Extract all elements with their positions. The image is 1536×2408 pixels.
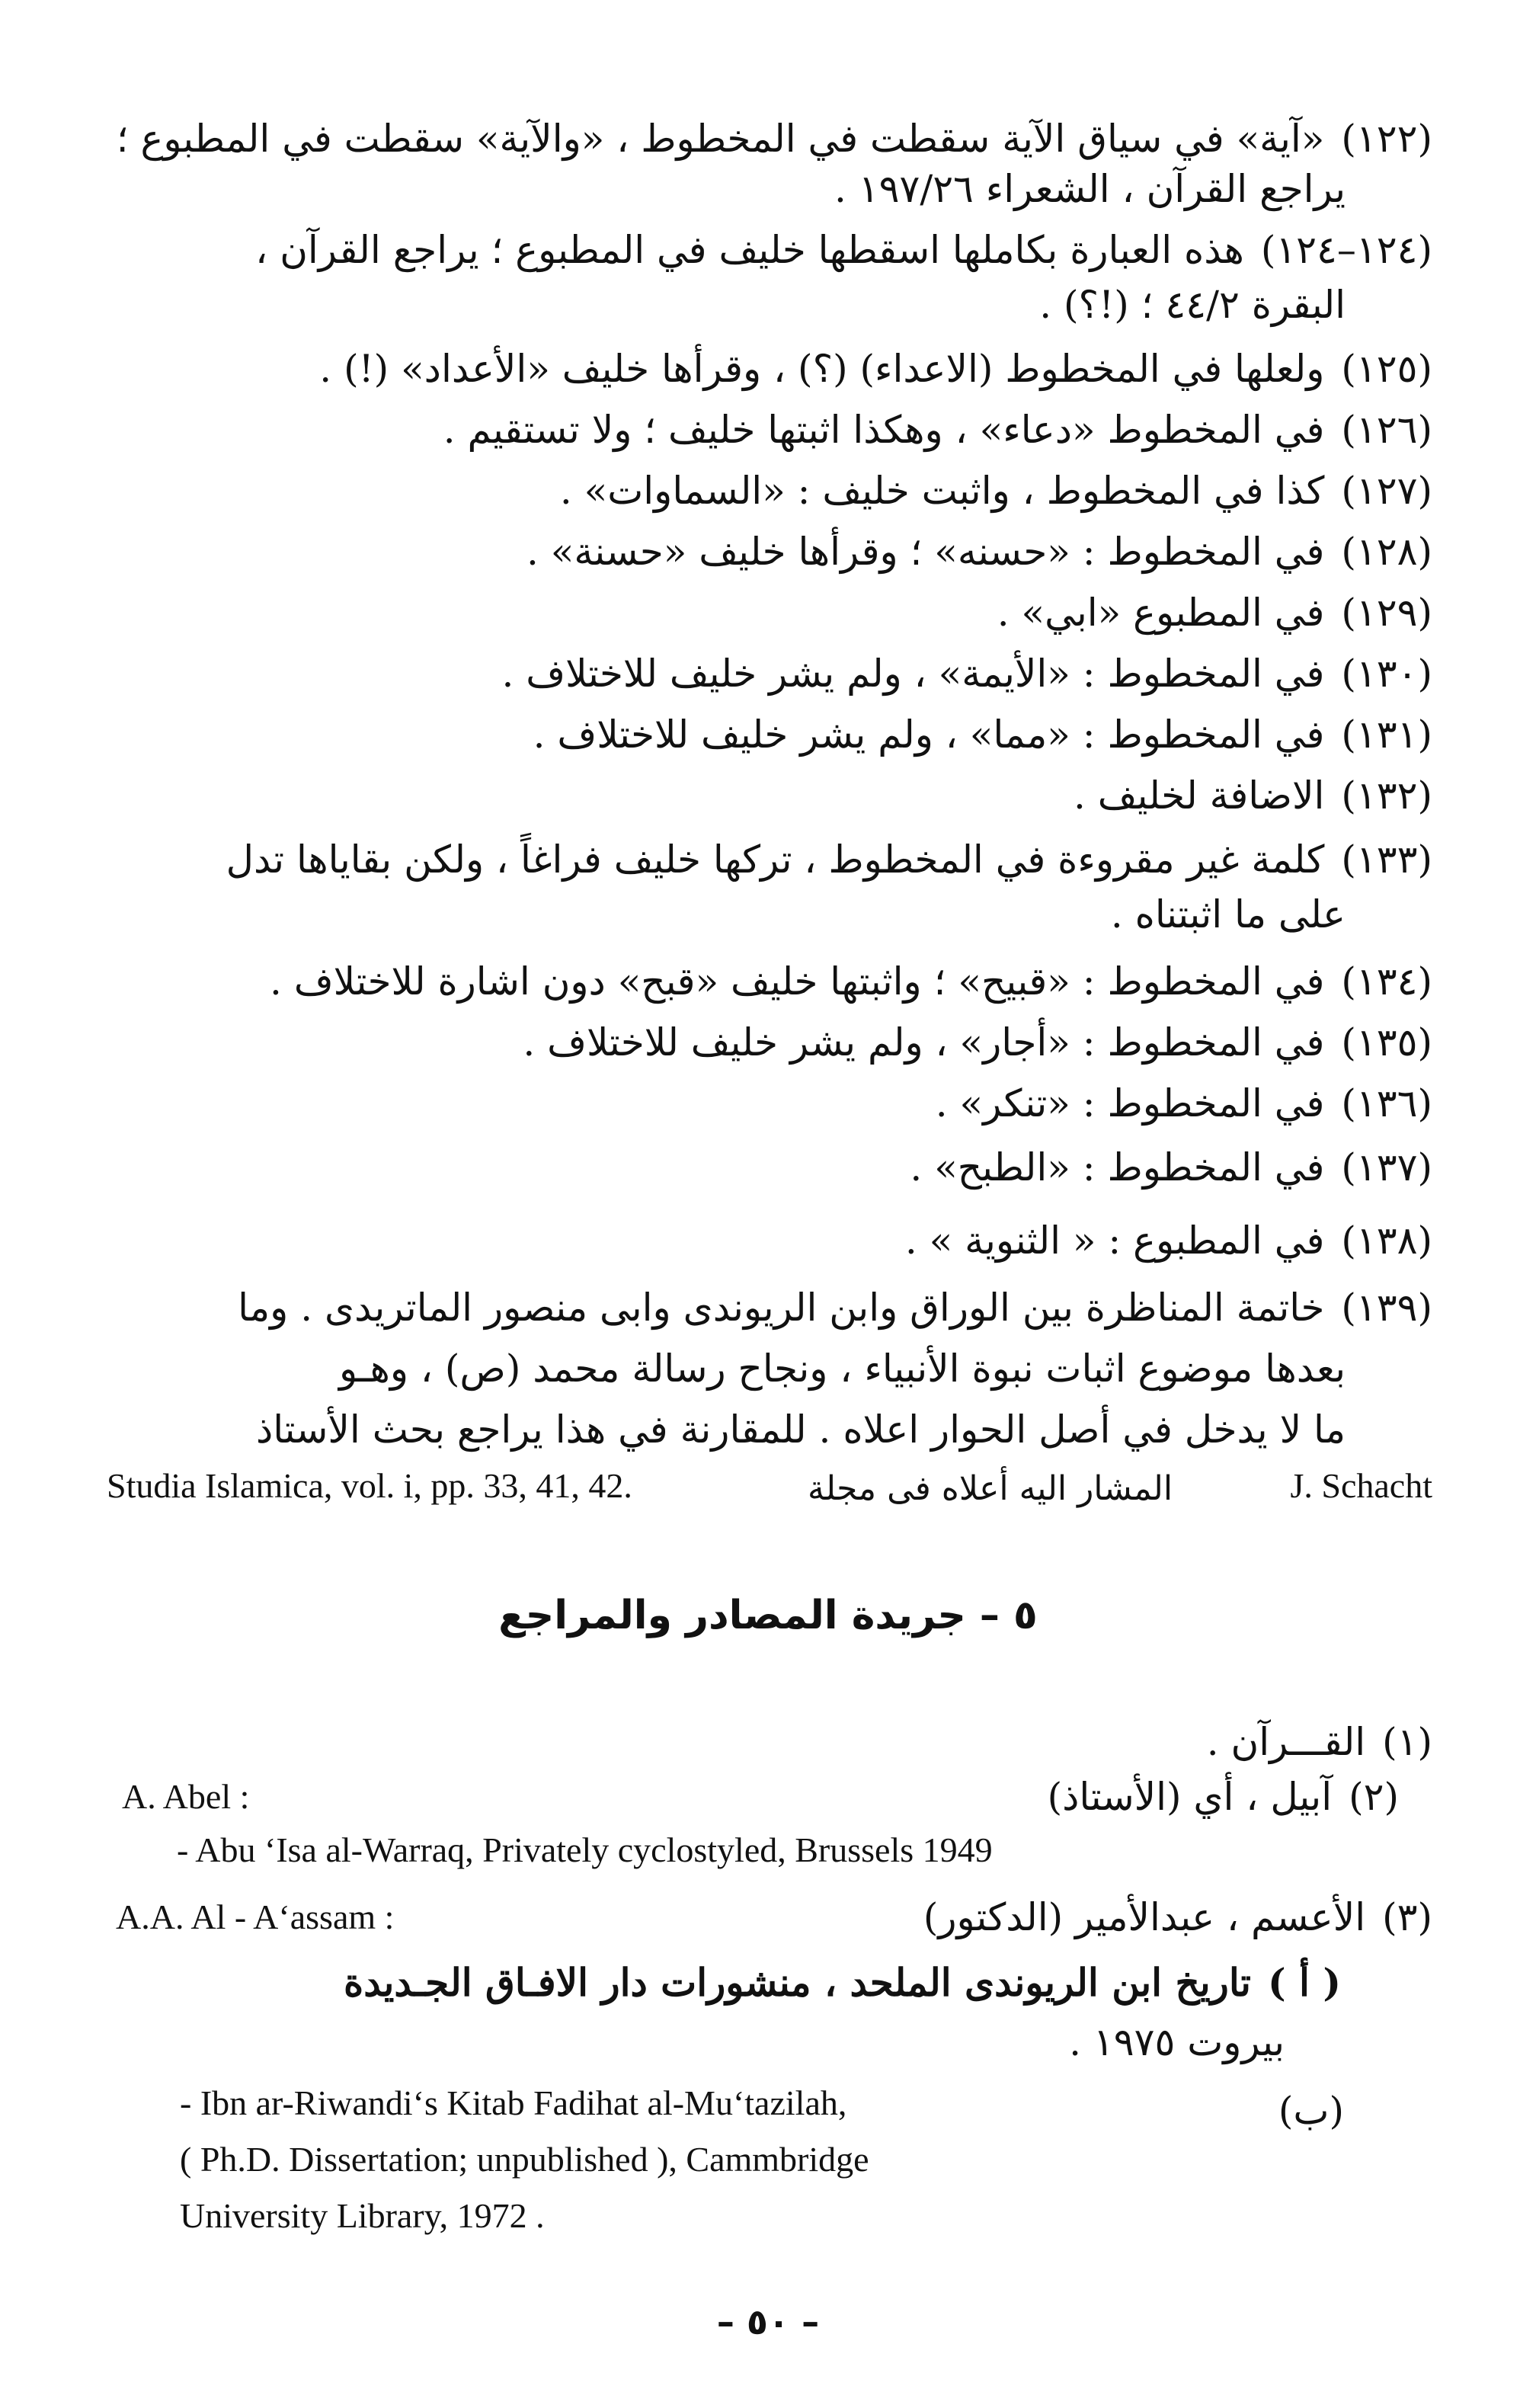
schacht-journal: Studia Islamica, vol. i, pp. 33, 41, 42.: [107, 1466, 632, 1505]
note-139-line-3: ما لا يدخل في أصل الحوار اعلاه . للمقارنة في هذا يراجع بحث الأستاذ: [255, 1407, 1346, 1452]
note-text: ولعلها في المخطوط (الاعداء) (؟) ، وقرأها خليف «الأعداد» (!) .: [319, 347, 1325, 391]
note-text: في المخطوط «دعاء» ، وهكذا اثبتها خليف ؛ ولا تستقيم .: [443, 408, 1325, 452]
note-number: (١٣٦): [1341, 1081, 1432, 1126]
note-135: [523, 1018, 1432, 1067]
note-text: «آية» في سياق الآية سقطت في المخطوط ، «والآية» سقطت في المطبوع ؛: [116, 117, 1325, 161]
ref-number: ( أ ): [1267, 1960, 1341, 2005]
note-number: (١٣٧): [1341, 1145, 1432, 1190]
ref-3b-line-1: - Ibn ar-Riwandi‘s Kitab Fadihat al-Mu‘tazilah,: [180, 2083, 847, 2122]
note-text: في المخطوط : «قبيح» ؛ واثبتها خليف «قبح» دون اشارة للاختلاف .: [270, 959, 1325, 1004]
note-128: [526, 527, 1432, 576]
note-text: في المطبوع : « الثنوية » .: [904, 1218, 1325, 1263]
note-122-line-1: [117, 114, 1432, 163]
note-number: (١٣٣): [1341, 837, 1432, 882]
ref-3b-number: (ب): [1278, 2089, 1344, 2133]
note-number: (١٢٧): [1341, 469, 1432, 513]
ref-text: القـــرآن .: [1206, 1720, 1366, 1764]
note-text: كلمة غير مقروءة في المخطوط ، تركها خليف فراغاً ، ولكن بقاياها تدل: [226, 837, 1325, 882]
note-133-line-2: على ما اثبتناه .: [1110, 892, 1346, 937]
note-number: (١٢٦): [1341, 408, 1432, 452]
schacht-author: J. Schacht: [1290, 1466, 1432, 1505]
note-text: خاتمة المناظرة بين الوراق وابن الريوندى وابى منصور الماتريدى . وما: [238, 1286, 1325, 1330]
ref-number: (٢): [1349, 1775, 1399, 1819]
note-number: (١٣٢): [1341, 773, 1432, 818]
ref-2-latin-name: A. Abel :: [122, 1777, 250, 1816]
note-number: (١٣٤): [1341, 959, 1432, 1004]
page-number: – ٥٠ –: [716, 2301, 820, 2342]
ref-text: تاريخ ابن الريوندى الملحد ، منشورات دار الافـاق الجـديدة: [344, 1960, 1251, 2005]
note-126: [443, 405, 1432, 454]
note-139-line-2: بعدها موضوع اثبات نبوة الأنبياء ، ونجاح رسالة محمد (ص) ، وهـو: [338, 1346, 1346, 1391]
note-text: الاضافة لخليف .: [1073, 773, 1325, 818]
note-125: [319, 344, 1432, 393]
note-number: (١٣٨): [1341, 1218, 1432, 1263]
ref-3a-line-2: بيروت ١٩٧٥ .: [1069, 2020, 1285, 2064]
note-138: [905, 1216, 1432, 1265]
ref-3a-line-1: [344, 1958, 1341, 2007]
note-122-line-2: يراجع القرآن ، الشعراء ١٩٧/٢٦ .: [834, 167, 1346, 211]
note-number: (١٣٠): [1341, 652, 1432, 696]
note-text: في المخطوط : «الطبح» .: [910, 1145, 1325, 1190]
note-number: (١٣١): [1341, 712, 1432, 757]
note-number: (١٢٨): [1341, 530, 1432, 574]
note-139-line-1: [238, 1283, 1432, 1332]
note-137: [910, 1143, 1432, 1192]
note-134: [270, 957, 1432, 1006]
note-text: في المخطوط : «الأيمة» ، ولم يشر خليف للاختلاف .: [501, 652, 1325, 696]
section-heading: ٥ – جريدة المصادر والمراجع: [498, 1593, 1038, 1638]
ref-2-latin-work: - Abu ‘Isa al-Warraq, Privately cyclostyled, Brussels 1949: [177, 1830, 993, 1869]
ref-text: الأعسم ، عبدالأمير (الدكتور): [923, 1895, 1366, 1939]
note-136: [936, 1079, 1432, 1128]
note-127: [560, 466, 1432, 515]
note-text: في المخطوط : «حسنه» ؛ وقرأها خليف «حسنة» .: [526, 530, 1325, 574]
ref-number: (٣): [1382, 1895, 1432, 1939]
ref-number: (١): [1382, 1720, 1432, 1764]
note-133-line-1: [226, 835, 1432, 884]
note-text: في المخطوط : «مما» ، ولم يشر خليف للاختلاف .: [533, 712, 1325, 757]
schacht-arabic: المشار اليه أعلاه فى مجلة: [808, 1469, 1173, 1508]
note-number: (١٣٩): [1341, 1286, 1432, 1330]
ref-1: [1207, 1718, 1432, 1766]
note-124-line-1: [255, 226, 1432, 274]
ref-2: [1048, 1772, 1399, 1821]
note-number: (١٢٤–١٢٤): [1260, 228, 1432, 272]
note-number: (١٣٥): [1341, 1020, 1432, 1065]
note-number: (١٢٩): [1341, 591, 1432, 635]
note-number: (١٢٢): [1341, 117, 1432, 161]
note-text: في المخطوط : «تنكر» .: [935, 1081, 1325, 1126]
note-number: (١٢٥): [1341, 347, 1432, 391]
note-130: [501, 649, 1432, 698]
note-124-line-2: البقرة ٤٤/٢ ؛ (!؟) .: [1039, 283, 1346, 327]
ref-3b-line-3: University Library, 1972 .: [180, 2196, 545, 2235]
ref-text: آبيل ، أي (الأستاذ): [1047, 1775, 1333, 1819]
note-129: [997, 588, 1432, 637]
note-text: كذا في المخطوط ، واثبت خليف : «السماوات» .: [559, 469, 1325, 513]
ref-3: [923, 1893, 1432, 1942]
ref-3-latin-name: A.A. Al - A‘assam :: [116, 1897, 395, 1936]
note-131: [533, 710, 1432, 759]
note-text: في المخطوط : «أجار» ، ولم يشر خليف للاختلاف .: [523, 1020, 1325, 1065]
note-text: في المطبوع «ابي» .: [997, 591, 1325, 635]
note-132: [1074, 771, 1432, 820]
ref-3b-line-2: ( Ph.D. Dissertation; unpublished ), Cammbridge: [180, 2140, 869, 2179]
note-text: هذه العبارة بكاملها اسقطها خليف في المطبوع ؛ يراجع القرآن ،: [255, 228, 1244, 272]
